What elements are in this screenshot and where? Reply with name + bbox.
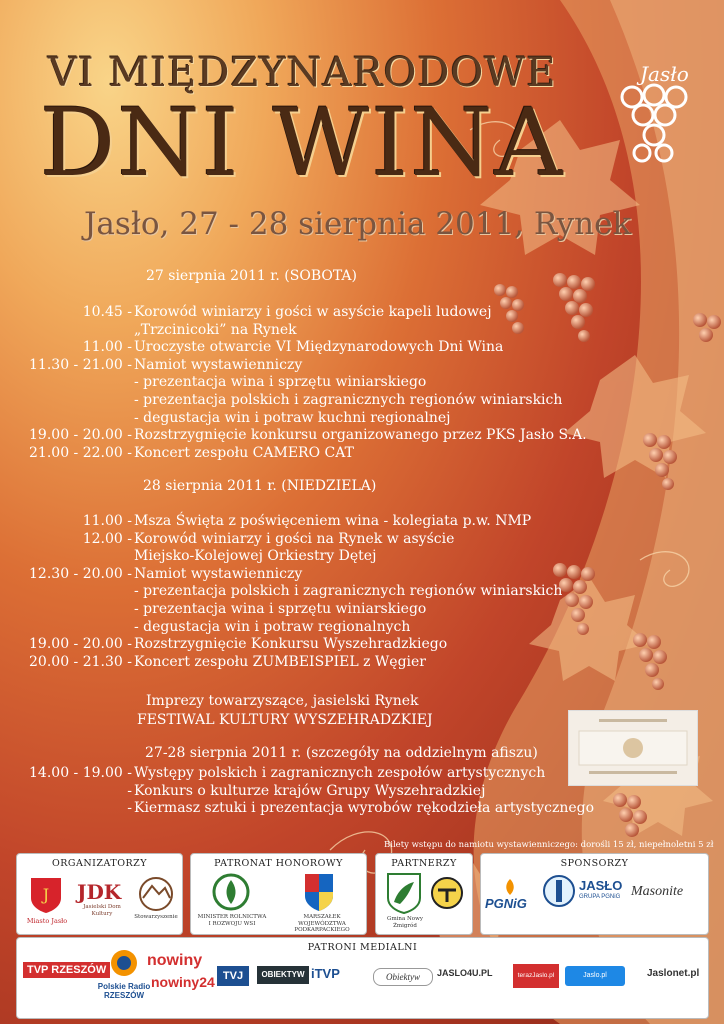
schedule-time: 19.00 - 20.00 - — [29, 427, 132, 444]
schedule-text: Namiot wystawienniczy — [134, 565, 303, 582]
media-nowiny: nowiny — [147, 952, 203, 969]
schedule-text: - degustacja win i potraw kuchni regionalnej — [134, 409, 451, 426]
jaslo-refinery-icon — [543, 874, 575, 908]
voivodeship-coat-of-arms-icon — [303, 872, 335, 912]
polskie-radio-icon — [109, 948, 139, 978]
schedule-row — [12, 392, 612, 409]
jaslo-grape-logo — [610, 55, 700, 175]
schedule-row — [12, 654, 612, 671]
festival-line1: Imprezy towarzyszące, jasielski Rynek — [146, 693, 419, 709]
patronage-box — [190, 853, 367, 935]
media-nowiny24: nowiny24 — [151, 974, 215, 990]
schedule-time: 20.00 - 21.30 - — [29, 653, 132, 670]
schedule-row — [12, 357, 612, 374]
schedule-text: Występy polskich i zagranicznych zespołów artystycznych — [134, 765, 546, 781]
patron-minister-label: MINISTER ROLNICTWA I ROZWOJU WSI — [197, 914, 267, 927]
festival-line2: FESTIWAL KULTURY WYSZEHRADZKIEJ — [137, 712, 433, 728]
schedule-row — [12, 800, 612, 817]
media-tvj: TVJ — [217, 966, 249, 986]
media-jaslonet: Jaslonet.pl — [647, 968, 700, 979]
svg-text:J: J — [42, 885, 50, 904]
schedule-text: Konkurs o kulturze krajów Grupy Wyszehradzkiej — [134, 782, 486, 799]
schedule-row — [12, 601, 612, 618]
organizers-box — [16, 853, 183, 935]
title-main: DNI WINA — [40, 89, 565, 198]
schedule-text: Miejsko-Kolejowej Orkiestry Dętej — [134, 548, 377, 565]
media-patrons-box — [16, 937, 709, 1019]
sponsor-masonite: Masonite — [631, 884, 684, 899]
organizer-jdk-label: Jasielski Dom Kultury — [83, 904, 121, 917]
sponsors-title: SPONSORZY — [560, 858, 629, 869]
schedule-row — [12, 445, 612, 462]
schedule-text: - prezentacja polskich i zagranicznych regionów winiarskich — [134, 392, 563, 408]
schedule-time: 11.00 - — [82, 339, 132, 356]
schedule-row — [12, 304, 612, 321]
patron-marshal-label: MARSZAŁEK WOJEWÓDZTWA PODKARPACKIEGO — [294, 914, 350, 933]
ticket-prices: Bilety wstępu do namiotu wystawienniczego: dorośli 15 zł, niepełnoletni 5 zł — [384, 840, 714, 850]
schedule-row — [12, 619, 612, 636]
partners-title: PARTNERZY — [391, 858, 457, 869]
media-obiektyw: OBIEKTYW — [257, 966, 309, 984]
schedule-row — [12, 548, 612, 565]
media-tvp-rzeszow: TVP RZESZÓW — [23, 962, 110, 978]
schedule-row — [12, 566, 612, 583]
sponsors-box — [480, 853, 709, 935]
event-place-date: Jasło, 27 - 28 sierpnia 2011, Rynek — [84, 206, 632, 242]
media-polskie-radio: Polskie Radio RZESZÓW — [97, 982, 151, 1000]
partners-box — [375, 853, 473, 935]
schedule-row — [12, 636, 612, 653]
schedule-text: Koncert zespołu CAMERO CAT — [134, 444, 354, 461]
sponsor-jaslo: JASŁO — [579, 878, 623, 893]
day2-heading: 28 sierpnia 2011 r. (NIEDZIELA) — [143, 478, 377, 494]
schedule-text: Korowód winiarzy i gości na Rynek w asyście — [134, 530, 455, 547]
ministry-emblem-icon — [211, 872, 251, 912]
association-logo-icon — [135, 876, 177, 912]
pgnig-flame-icon — [501, 878, 519, 896]
schedule-time: 10.45 - — [82, 304, 132, 320]
schedule-row — [12, 322, 612, 339]
day1-schedule — [12, 304, 612, 464]
media-teraz-jaslo: terazJaslo.pl — [513, 964, 559, 988]
media-itvp: iTVP — [311, 966, 340, 981]
media-jaslo-online: Jaslo.pl — [565, 966, 625, 986]
organizers-title: ORGANIZATORZY — [51, 858, 148, 869]
schedule-text: - prezentacja wina i sprzętu winiarskiego — [134, 374, 427, 391]
schedule-text: Koncert zespołu ZUMBEISPIEL z Węgier — [134, 653, 426, 670]
schedule-text: - prezentacja polskich i zagranicznych regionów winiarskich — [134, 583, 563, 600]
sponsor-pgnig: PGNiG — [485, 896, 527, 911]
schedule-row — [12, 410, 612, 427]
schedule-text: Kiermasz sztuki i prezentacja wyrobów rękodzieła artystycznego — [134, 800, 595, 817]
gmina-coat-of-arms-icon — [386, 872, 422, 914]
schedule-time: 11.30 - 21.00 - — [29, 356, 132, 373]
jdk-logo: JDK — [77, 880, 122, 904]
sponsor-jaslo-sub: GRUPA PGNiG — [579, 894, 621, 900]
schedule-text: - prezentacja wina i sprzętu winiarskiego — [134, 601, 427, 617]
media-jaslo4u: JASLO4U.PL — [437, 968, 493, 978]
schedule-time: 11.00 - — [82, 513, 132, 529]
schedule-time: 14.00 - 19.00 - — [29, 765, 132, 781]
schedule-time: 21.00 - 22.00 - — [29, 444, 132, 461]
festival-schedule — [12, 765, 612, 825]
schedule-text: Rozstrzygnięcie konkursu organizowanego przez PKS Jasło S.A. — [134, 427, 587, 444]
schedule-text: Namiot wystawienniczy — [134, 356, 303, 373]
organizer-third-label: Stowarzyszenie — [134, 914, 178, 920]
jaslo-coat-of-arms-icon — [27, 874, 65, 914]
day2-schedule — [12, 513, 612, 673]
schedule-row — [12, 531, 612, 548]
schedule-time: 19.00 - 20.00 - — [29, 636, 132, 653]
schedule-row — [12, 427, 612, 444]
media-obiektyw-jasielski: Obiektyw — [373, 968, 433, 986]
schedule-row — [12, 765, 612, 782]
schedule-row — [12, 783, 612, 800]
schedule-text: Korowód winiarzy i gości w asyście kapeli ludowej — [134, 304, 492, 320]
schedule-row — [12, 583, 612, 600]
festival-poster-thumbnail — [568, 710, 698, 786]
schedule-text: Uroczyste otwarcie VI Międzynarodowych Dni Wina — [134, 339, 504, 356]
schedule-time: - — [127, 800, 132, 817]
schedule-time: - — [127, 782, 132, 799]
schedule-text: Rozstrzygnięcie Konkursu Wyszehradzkiego — [134, 636, 448, 653]
schedule-row — [12, 339, 612, 356]
partner-gmina-label: Gmina Nowy Żmigród — [387, 916, 423, 929]
festival-heading: 27-28 sierpnia 2011 r. (szczegóły na oddzielnym afiszu) — [145, 745, 538, 761]
schedule-row — [12, 374, 612, 391]
schedule-row — [12, 513, 612, 530]
organizer-city-label: Miasto Jasło — [26, 917, 68, 925]
patronage-title: PATRONAT HONOROWY — [214, 858, 343, 869]
schedule-time: 12.30 - 20.00 - — [29, 565, 132, 582]
schedule-text: Msza Święta z poświęceniem wina - kolegiata p.w. NMP — [134, 513, 532, 529]
schedule-text: - degustacja win i potraw regionalnych — [134, 618, 411, 635]
pks-logo-icon — [430, 876, 464, 910]
schedule-text: „Trzcinicoki” na Rynek — [134, 321, 297, 338]
media-title: PATRONI MEDIALNI — [307, 942, 418, 953]
day1-heading: 27 sierpnia 2011 r. (SOBOTA) — [146, 268, 357, 284]
logo-jaslo-text: Jasło — [640, 62, 689, 86]
schedule-time: 12.00 - — [82, 530, 132, 547]
title-edition: VI MIĘDZYNARODOWE — [48, 50, 557, 96]
